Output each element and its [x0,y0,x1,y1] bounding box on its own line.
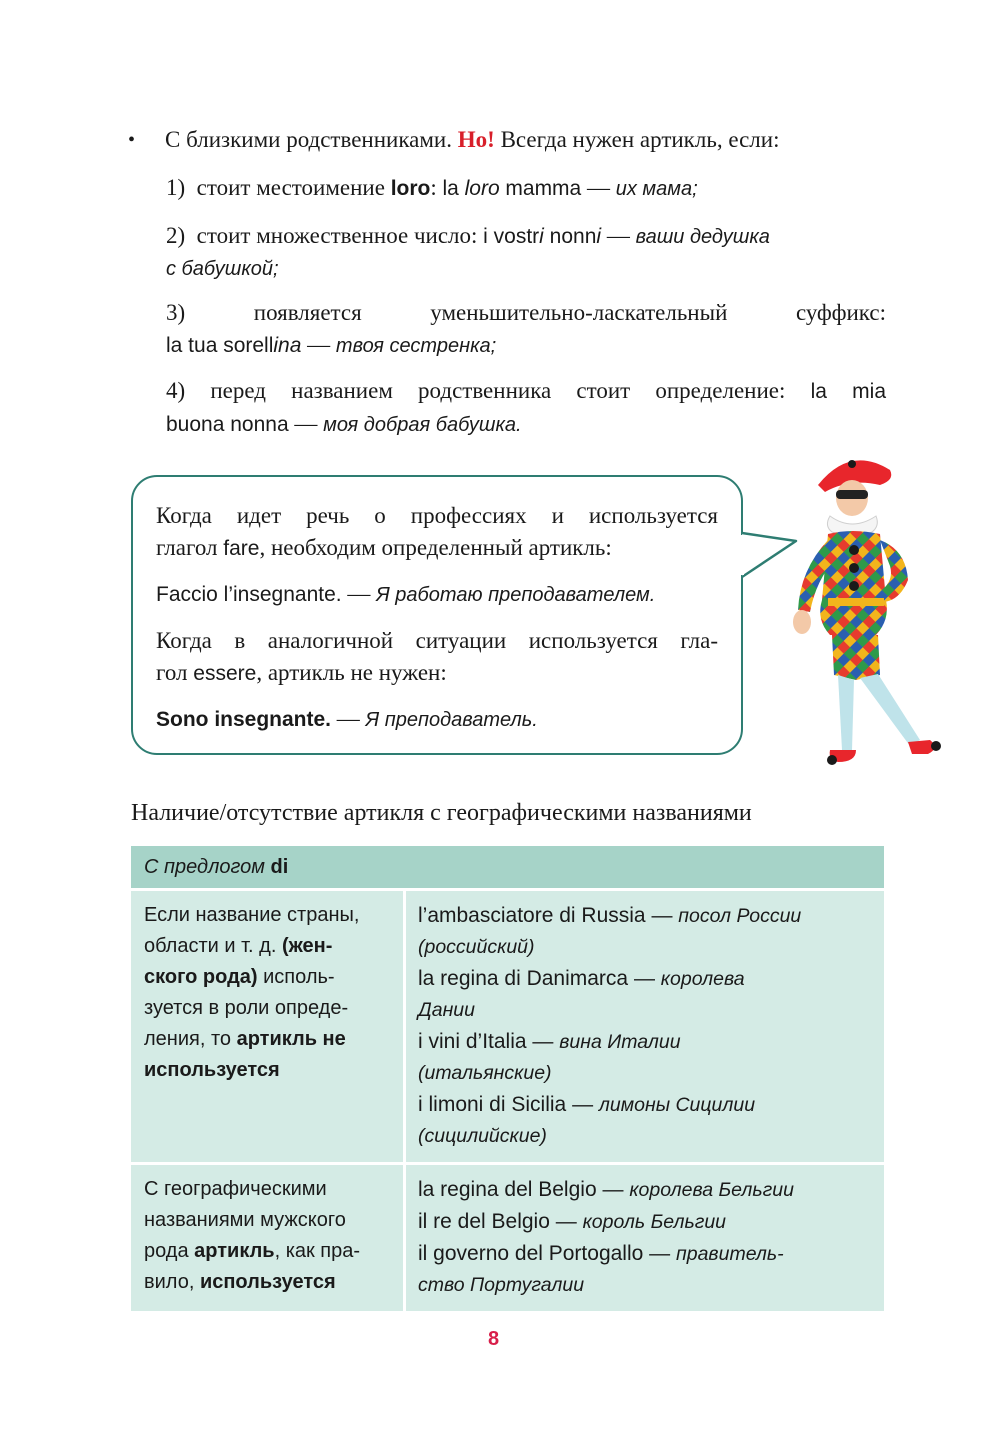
rule-bold: (жен- [281,935,333,957]
bullet-intro [128,124,888,156]
rule-text: зуется в роли опреде- [144,997,349,1019]
header-text: С предлогом [144,856,265,878]
table-caption: Наличие/отсутствие артикля с географическими названиями [131,800,752,826]
translation: королева Бельгии [629,1179,794,1201]
example-part-italic: i [539,225,544,248]
bubble-paragraph-2 [156,625,718,690]
dash: — [555,1210,577,1233]
rule-item-3 [166,297,886,362]
bubble-text: глагол [156,535,218,560]
examples-cell [406,891,884,1162]
example-part-italic: ina [273,334,302,357]
rule-item-4 [166,375,886,441]
bullet-rest-text: Всегда нужен артикль, если: [500,127,780,152]
dash: — [532,1030,554,1053]
dash: — [586,175,610,200]
rule-cell [131,891,406,1162]
example-word: essere [193,662,257,685]
bubble-text: гол [156,660,188,685]
dash: — [347,581,371,606]
bullet-intro-text: С близкими родственниками. [165,127,452,152]
dash: — [336,706,360,731]
table-row [131,1165,884,1311]
translation: твоя сестренка; [335,335,497,357]
rule-bold: используется [144,1059,280,1081]
translation: король Бельгии [582,1211,727,1233]
translation: моя добрая бабушка. [323,414,522,436]
translation: ство Португалии [418,1274,585,1296]
translation: (сицилийские) [418,1125,547,1147]
table-row [131,891,884,1162]
rule-text: области и т. д. [144,935,282,957]
item-text: перед названием родственника стоит определение: [210,378,786,403]
example-phrase: la regina del Belgio [418,1178,597,1201]
example-phrase: i vini d’Italia [418,1030,527,1053]
rule-text: ления, то [144,1028,237,1050]
bubble-line: Когда идет речь о профессиях и используется [156,503,718,528]
translation: лимоны Сицилии [598,1094,756,1116]
rule-item-2 [166,220,886,285]
bubble-example-2 [156,703,718,736]
bullet-marker: • [128,129,136,151]
example-part: la tua sorell [166,334,274,357]
translation: Дании [418,999,475,1021]
translation: Я преподаватель. [365,709,538,731]
dash: — [294,411,318,436]
item-number: 1) [166,175,186,200]
translation: королева [660,968,745,990]
dash: — [602,1178,624,1201]
bubble-paragraph-1 [156,500,718,565]
example-word: loro [390,177,431,200]
dash: — [649,1242,671,1265]
bubble-text: , артикль не нужен: [256,660,447,685]
example-sentence: Sono insegnante. [156,708,332,731]
translation: Я работаю преподавателем. [376,584,656,606]
rule-bold: ского рода) [144,966,258,988]
rule-bold: используется [199,1271,336,1293]
examples-cell [406,1165,884,1311]
item-number: 4) [166,378,186,403]
rule-text: вило, [144,1271,200,1293]
example-phrase: l’ambasciatore di Russia [418,904,646,927]
table-header [131,846,884,888]
rule-cell [131,1165,406,1311]
item-text: стоит местоимение [196,175,385,200]
translation: (российский) [418,936,535,958]
colon: : [430,175,437,200]
item-text: появляется уменьшительно-ласкательный суффикс: [253,300,886,325]
example-phrase: la regina di Danimarca [418,967,629,990]
translation-continued: с бабушкой; [166,258,279,280]
rule-text: исполь- [257,966,335,988]
item-text: стоит множественное число: [196,223,478,248]
rule-text: Если название страны, [144,904,360,926]
warning-word: Но! [457,127,495,152]
example-part: i vostr [483,225,540,248]
translation: (итальянские) [418,1062,552,1084]
bubble-text: , необходим определенный артикль: [259,535,612,560]
header-word: di [270,856,289,878]
dash: — [606,223,630,248]
rule-text: рода [144,1240,195,1262]
articles-table [131,846,884,1311]
example-part: buona nonna [166,413,289,436]
translation: посол России [678,905,802,927]
translation: правитель- [676,1243,784,1265]
dash: — [633,967,655,990]
bubble-example-1 [156,578,718,611]
example-sentence: Faccio l’insegnante. [156,583,342,606]
page-number: 8 [487,1328,500,1350]
rule-item-1 [166,172,886,205]
item-number: 2) [166,223,186,248]
rule-text: С географическими [144,1178,327,1200]
example-part: nonn [543,225,597,248]
dash: — [307,332,331,357]
rule-bold: артикль не [236,1028,346,1050]
example-word: fare [223,537,260,560]
example-phrase: il re del Belgio [418,1210,550,1233]
bubble-line: Когда в аналогичной ситуации используется гла- [156,628,718,653]
dash: — [572,1093,594,1116]
translation: вина Италии [559,1031,681,1053]
example-phrase: il governo del Portogallo [418,1242,644,1265]
rule-text: названиями мужского [144,1209,346,1231]
rule-bold: артикль [194,1240,275,1262]
translation: ваши дедушка [635,226,770,248]
translation: их мама; [615,178,698,200]
example-part-italic: i [596,225,602,248]
rule-text: , как пра- [274,1240,361,1262]
example-part: la [442,177,459,200]
harlequin-jester-icon [780,450,960,780]
item-number: 3) [166,300,186,325]
example-part-italic: loro [464,177,500,200]
example-part: mamma [505,177,582,200]
example-part: la mia [810,380,887,403]
example-phrase: i limoni di Sicilia [418,1093,567,1116]
dash: — [651,904,673,927]
